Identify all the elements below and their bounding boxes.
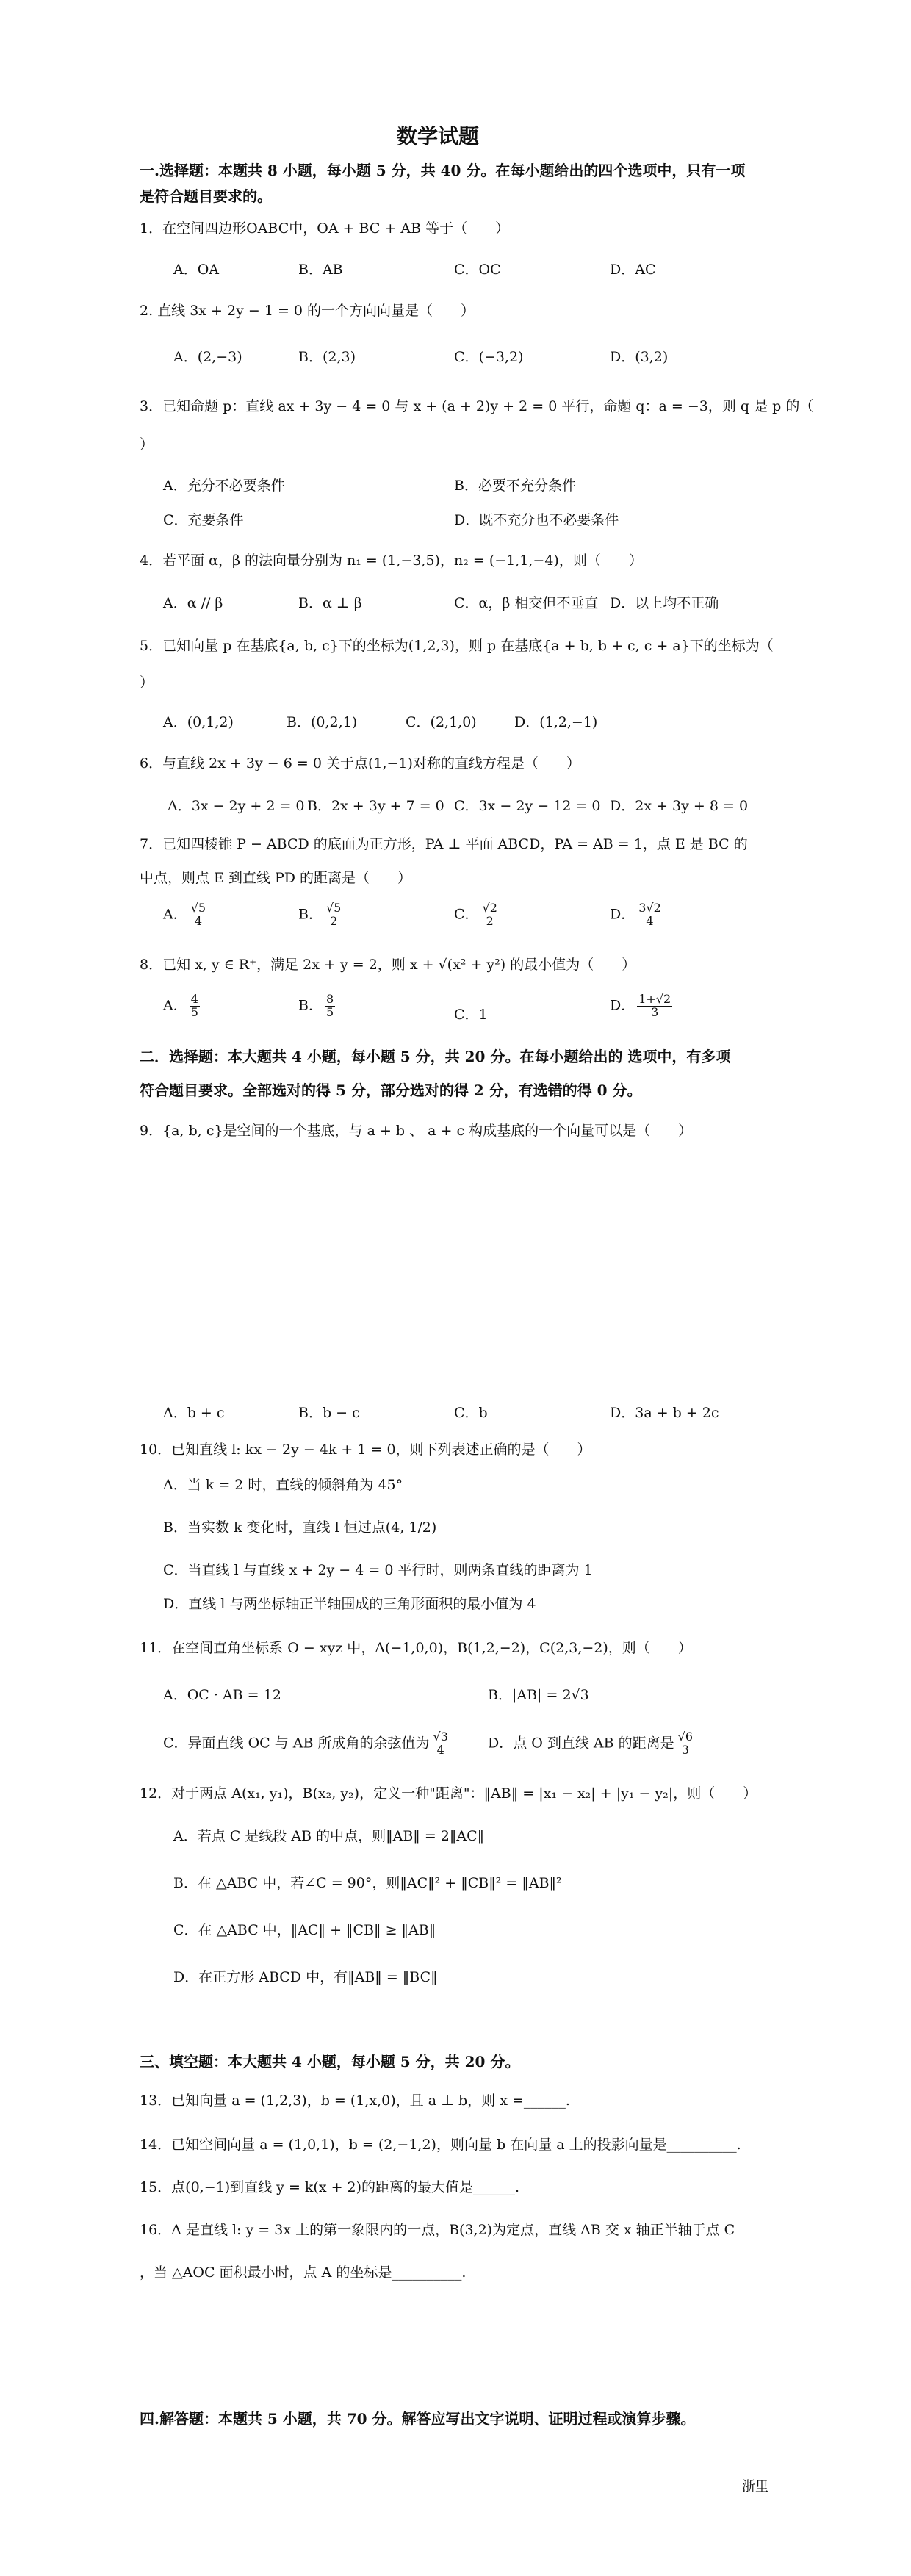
question-7-stem-line2: 中点，则点 E 到直线 PD 的距离是（ ） — [140, 870, 412, 886]
question-12-option-a: A．若点 C 是线段 AB 的中点，则‖AB‖ = 2‖AC‖ — [173, 1828, 485, 1844]
question-16-line1: 16．A 是直线 l: y = 3x 上的第一象限内的一点，B(3,2)为定点，直线 AB 交 x 轴正半轴于点 C — [140, 2222, 735, 2238]
question-6-option-b: B．2x + 3y + 7 = 0 — [307, 798, 444, 814]
question-8-option-d: D． $\frac{1+√2}{3}$ — [610, 992, 671, 1019]
question-2-option-d: D．(3,2) — [610, 349, 669, 365]
section1-heading-line1: 一.选择题：本题共 8 小题，每小题 5 分，共 40 分。在每小题给出的四个选项中，只有一项 — [140, 162, 746, 179]
question-9-option-b: B．b − c — [298, 1405, 360, 1421]
question-7-option-b: B． $\frac{√5}{2}$ — [298, 901, 342, 928]
question-12-option-d: D．在正方形 ABCD 中，有‖AB‖ = ‖BC‖ — [173, 1969, 438, 1985]
question-10-option-a: A．当 k = 2 时，直线的倾斜角为 45° — [163, 1477, 403, 1493]
question-6-option-c: C．3x − 2y − 12 = 0 — [454, 798, 601, 814]
question-12-option-b: B．在 △ABC 中，若∠C = 90°，则‖AC‖² + ‖CB‖² = ‖AB‖² — [173, 1875, 562, 1891]
question-14: 14．已知空间向量 a = (1,0,1)，b = (2,−1,2)，则向量 b 在向量 a 上的投影向量是__________. — [140, 2137, 741, 2153]
question-8-stem: 8．已知 x, y ∈ R⁺，满足 2x + y = 2，则 x + √(x² + y²) 的最小值为（ ） — [140, 957, 636, 973]
question-1-option-d: D．AC — [610, 262, 656, 278]
question-4-option-b: B．α ⊥ β — [298, 595, 362, 611]
question-16-line2: ，当 △AOC 面积最小时，点 A 的坐标是__________. — [140, 2264, 467, 2281]
section2-heading-line1: 二．选择题：本大题共 4 小题，每小题 5 分，共 20 分。在每小题给出的 选项中，有多项 — [140, 1048, 731, 1065]
question-5-option-c: C．(2,1,0) — [406, 714, 477, 730]
question-4-stem: 4．若平面 α，β 的法向量分别为 n₁ = (1,−3,5)，n₂ = (−1,1,−4)，则（ ） — [140, 553, 643, 569]
question-5-option-d: D．(1,2,−1) — [514, 714, 598, 730]
question-4-option-d: D．以上均不正确 — [610, 595, 719, 611]
question-1-stem: 1．在空间四边形OABC中，OA + BC + AB 等于（ ） — [140, 220, 510, 237]
question-10-stem: 10．已知直线 l: kx − 2y − 4k + 1 = 0，则下列表述正确的是（ ） — [140, 1442, 591, 1458]
question-7-option-a: A． $\frac{√5}{4}$ — [163, 901, 206, 928]
question-7-stem-line1: 7．已知四棱锥 P − ABCD 的底面为正方形，PA ⊥ 平面 ABCD，PA = AB = 1，点 E 是 BC 的 — [140, 836, 748, 852]
question-11-option-c: C．异面直线 OC 与 AB 所成角的余弦值为 $\frac{√3}{4}$ — [163, 1730, 448, 1757]
question-13: 13．已知向量 a = (1,2,3)，b = (1,x,0)，且 a ⊥ b，则 x =______. — [140, 2093, 570, 2109]
question-5-stem-line1: 5．已知向量 p 在基底{a, b, c}下的坐标为(1,2,3)，则 p 在基底{a + b, b + c, c + a}下的坐标为（ — [140, 638, 774, 654]
question-12-stem: 12．对于两点 A(x₁, y₁)，B(x₂, y₂)，定义一种"距离"：‖AB‖ = |x₁ − x₂| + |y₁ − y₂|，则（ ） — [140, 1785, 757, 1802]
section4-heading: 四.解答题：本题共 5 小题，共 70 分。解答应写出文字说明、证明过程或演算步骤。 — [140, 2410, 696, 2428]
question-4-option-c: C．α，β 相交但不垂直 — [454, 595, 599, 611]
section1-heading-line2: 是符合题目要求的。 — [140, 187, 272, 205]
question-8-option-a: A． $\frac{4}{5}$ — [163, 992, 198, 1019]
question-5-option-b: B．(0,2,1) — [287, 714, 358, 730]
question-5-stem-line2: ） — [140, 674, 154, 691]
question-4-option-a: A．α // β — [163, 595, 223, 611]
question-9-option-d: D．3a + b + 2c — [610, 1405, 719, 1421]
question-2-option-a: A．(2,−3) — [173, 349, 242, 365]
question-3-stem-line2: ） — [140, 436, 154, 453]
question-6-stem: 6．与直线 2x + 3y − 6 = 0 关于点(1,−1)对称的直线方程是（ ） — [140, 755, 580, 771]
question-8-option-b: B． $\frac{8}{5}$ — [298, 992, 334, 1019]
question-10-option-d: D．直线 l 与两坐标轴正半轴围成的三角形面积的最小值为 4 — [163, 1596, 536, 1612]
question-3-stem-line1: 3．已知命题 p：直线 ax + 3y − 4 = 0 与 x + (a + 2)y + 2 = 0 平行，命题 q：a = −3，则 q 是 p 的（ — [140, 398, 814, 414]
question-7-option-d: D． $\frac{3√2}{4}$ — [610, 901, 661, 928]
question-6-option-a: A．3x − 2y + 2 = 0 — [168, 798, 305, 814]
question-6-option-d: D．2x + 3y + 8 = 0 — [610, 798, 749, 814]
question-9-option-a: A．b + c — [163, 1405, 225, 1421]
page-title: 数学试题 — [397, 124, 480, 148]
question-1-option-c: C．OC — [454, 262, 501, 278]
section3-heading: 三、填空题：本大题共 4 小题，每小题 5 分，共 20 分。 — [140, 2053, 520, 2070]
question-2-option-c: C．(−3,2) — [454, 349, 524, 365]
question-3-option-b: B．必要不充分条件 — [454, 478, 576, 494]
question-11-option-b: B．|AB| = 2√3 — [488, 1687, 589, 1703]
question-15: 15．点(0,−1)到直线 y = k(x + 2)的距离的最大值是______. — [140, 2179, 520, 2195]
question-12-option-c: C．在 △ABC 中，‖AC‖ + ‖CB‖ ≥ ‖AB‖ — [173, 1922, 436, 1938]
question-3-option-a: A．充分不必要条件 — [163, 478, 285, 494]
footer-mark: 浙里 — [742, 2479, 768, 2494]
question-7-option-c: C． $\frac{√2}{2}$ — [454, 901, 497, 928]
question-11-stem: 11．在空间直角坐标系 O − xyz 中，A(−1,0,0)，B(1,2,−2)，C(2,3,−2)，则（ ） — [140, 1640, 692, 1656]
section2-heading-line2: 符合题目要求。全部选对的得 5 分，部分选对的得 2 分，有选错的得 0 分。 — [140, 1082, 642, 1099]
question-10-option-c: C．当直线 l 与直线 x + 2y − 4 = 0 平行时，则两条直线的距离为 1 — [163, 1562, 593, 1578]
question-1-option-b: B．AB — [298, 262, 343, 278]
question-10-option-b: B．当实数 k 变化时，直线 l 恒过点(4, 1/2) — [163, 1519, 437, 1536]
question-8-option-c: C．1 — [454, 1007, 488, 1023]
question-3-option-d: D．既不充分也不必要条件 — [454, 512, 619, 528]
question-11-option-a: A．OC · AB = 12 — [163, 1687, 281, 1703]
question-11-option-d: D．点 O 到直线 AB 的距离是 $\frac{√6}{3}$ — [488, 1730, 694, 1757]
question-9-option-c: C．b — [454, 1405, 488, 1421]
question-1-option-a: A．OA — [173, 262, 220, 278]
question-2-option-b: B．(2,3) — [298, 349, 356, 365]
question-3-option-c: C．充要条件 — [163, 512, 244, 528]
question-2-stem: 2. 直线 3x + 2y − 1 = 0 的一个方向向量是（ ） — [140, 303, 475, 319]
question-5-option-a: A．(0,1,2) — [163, 714, 234, 730]
question-9-stem: 9．{a, b, c}是空间的一个基底，与 a + b 、 a + c 构成基底的一个向量可以是（ ） — [140, 1123, 693, 1139]
